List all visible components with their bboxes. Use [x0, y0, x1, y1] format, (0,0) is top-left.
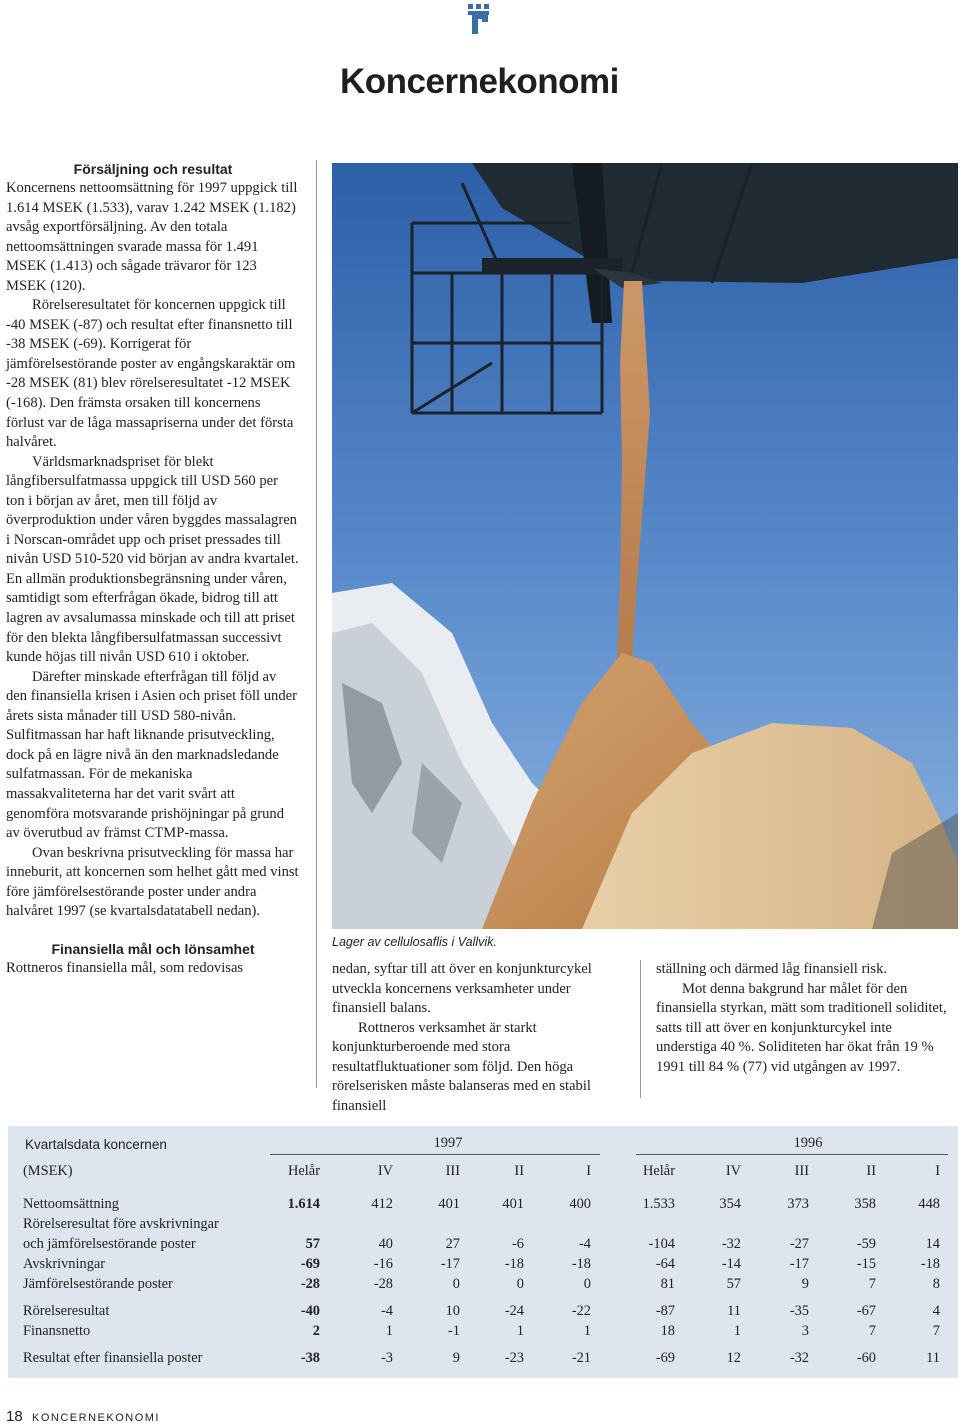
table-cell: 373: [787, 1196, 809, 1212]
table-cell: 7: [932, 1323, 940, 1339]
table-cell: 8: [932, 1276, 940, 1292]
row-label: Rörelseresultat: [23, 1303, 110, 1319]
paragraph: Ovan beskrivna prisutveckling för massa har inneburit, att koncernen som helhet gått med vinst före jämförelsestörande poster under andra halvåret 1997 (se kvartalsdatatabell nedan).: [6, 844, 299, 920]
table-cell: -35: [789, 1303, 809, 1319]
table-cell: 1: [583, 1323, 591, 1339]
row-label: Avskrivningar: [23, 1256, 106, 1272]
table-cell: -59: [856, 1236, 876, 1252]
table-cell: 0: [452, 1276, 460, 1292]
table-cell: -16: [373, 1256, 393, 1272]
table-cell: -104: [648, 1236, 675, 1252]
table-cell: -23: [504, 1350, 524, 1366]
paragraph: Därefter minskade efterfrågan till följd av den finansiella krisen i Asien och priset föll under årets sista månader till USD 580-nivån. Sulfitmassan har haft liknande prisutveckling, dock på en lägre nivå än den marknadsledande sulfatmassan. För de mekaniska massakvaliteterna har det varit svårt att genomföra motsvarande prishöjningar på grund av överutbud av främst CTMP-massa.: [6, 668, 297, 842]
table-cell: -1: [448, 1323, 460, 1339]
row-label: Nettoomsättning: [23, 1196, 119, 1212]
paragraph: Rottneros verksamhet är starkt konjunkturberoende med stora resultatfluktuationer som följd. Den höga rörelserisken måste balanseras med en stabil finansiell: [332, 1019, 591, 1114]
text-column-2: [332, 960, 622, 1116]
column-header: IV: [377, 1163, 393, 1179]
column-divider: [316, 160, 317, 1088]
paragraph: Mot denna bakgrund har målet för den finansiella styrkan, mätt som traditionell soliditet, satts till att över en konjunkturcykel inte understiga 40 %. Soliditeten har ökat från 19 % 1991 till 84 % (77) vid utgången av 1997.: [656, 980, 947, 1075]
table-cell: -67: [856, 1303, 876, 1319]
table-cell: -3: [381, 1350, 393, 1366]
quarterly-data-table: [8, 1126, 958, 1378]
table-cell: 2: [312, 1323, 320, 1339]
table-cell: 7: [868, 1276, 876, 1292]
table-cell: 400: [569, 1196, 591, 1212]
table-cell: -17: [789, 1256, 809, 1272]
table-cell: 11: [926, 1350, 940, 1366]
table-cell: -6: [512, 1236, 524, 1252]
table-row: [8, 1236, 958, 1256]
table-cell: 81: [660, 1276, 675, 1292]
table-cell: 57: [726, 1276, 741, 1292]
column-header: I: [586, 1163, 591, 1179]
paragraph: Rottneros finansiella mål, som redovisas: [6, 959, 244, 976]
text-column-1: [6, 160, 300, 978]
table-cell: -64: [655, 1256, 675, 1272]
unit-label: (MSEK): [23, 1163, 73, 1179]
table-cell: 9: [801, 1276, 809, 1292]
table-title-row: [8, 1135, 958, 1155]
table-cell: -32: [789, 1350, 809, 1366]
column-header: IV: [725, 1163, 741, 1179]
table-cell: -32: [721, 1236, 741, 1252]
photo-caption: Lager av cellulosaflis i Vallvik.: [332, 935, 497, 949]
table-cell: 1: [733, 1323, 741, 1339]
column-header: III: [794, 1163, 809, 1179]
table-cell: -21: [571, 1350, 591, 1366]
table-cell: 0: [583, 1276, 591, 1292]
table-cell: -14: [721, 1256, 741, 1272]
year-underline: [270, 1154, 600, 1155]
table-cell: -38: [300, 1350, 320, 1366]
row-label: Rörelseresultat före avskrivningar: [23, 1216, 219, 1232]
footer-label: KONCERNEKONOMI: [32, 1412, 160, 1424]
table-cell: 18: [660, 1323, 675, 1339]
table-cell: 1.614: [287, 1196, 320, 1212]
table-cell: 40: [378, 1236, 393, 1252]
paragraph: Koncernens nettoomsättning för 1997 uppgick till 1.614 MSEK (1.533), varav 1.242 MSEK (1.182) avsåg exportförsäljning. Av den totala nettoomsättningen svarade massa för 1.491 MSEK (1.413) och sågade trävaror för 123 MSEK (120).: [6, 180, 298, 294]
table-row: [8, 1350, 958, 1370]
row-label: Jämförelsestörande poster: [23, 1276, 173, 1292]
row-label: och jämförelsestörande poster: [23, 1236, 196, 1252]
table-cell: -24: [504, 1303, 524, 1319]
table-cell: -18: [920, 1256, 940, 1272]
table-cell: 1: [516, 1323, 524, 1339]
table-row: [8, 1256, 958, 1276]
table-cell: 1.533: [642, 1196, 675, 1212]
table-cell: 0: [516, 1276, 524, 1292]
table-cell: 401: [438, 1196, 460, 1212]
table-cell: 7: [868, 1323, 876, 1339]
rottneros-logo: [466, 4, 492, 34]
section-heading-sales: Försäljning och resultat: [73, 161, 233, 177]
table-cell: 9: [452, 1350, 460, 1366]
table-title: Kvartalsdata koncernen: [25, 1137, 167, 1152]
table-cell: 412: [371, 1196, 393, 1212]
table-cell: -87: [655, 1303, 675, 1319]
table-cell: -22: [571, 1303, 591, 1319]
year-header-1996: 1996: [793, 1135, 823, 1151]
row-label: Finansnetto: [23, 1323, 91, 1339]
page-title: Koncernekonomi: [340, 62, 619, 101]
section-heading-financial-goals: Finansiella mål och lönsamhet: [51, 940, 255, 957]
table-cell: 12: [726, 1350, 741, 1366]
table-row: [8, 1276, 958, 1296]
paragraph: ställning och därmed låg finansiell risk.: [656, 961, 888, 977]
page-number: 18: [6, 1408, 23, 1425]
table-cell: -17: [440, 1256, 460, 1272]
table-cell: 3: [801, 1323, 809, 1339]
table-cell: -28: [373, 1276, 393, 1292]
wood-chip-pile-photo: [332, 163, 958, 929]
table-cell: -18: [571, 1256, 591, 1272]
row-label: Resultat efter finansiella poster: [23, 1350, 203, 1366]
table-cell: -28: [300, 1276, 320, 1292]
table-header-row: [8, 1163, 958, 1183]
table-cell: 27: [445, 1236, 460, 1252]
table-row: [8, 1323, 958, 1343]
year-header-1997: 1997: [433, 1135, 463, 1151]
table-cell: -69: [300, 1256, 320, 1272]
column-header: II: [514, 1163, 524, 1179]
table-cell: -60: [856, 1350, 876, 1366]
table-row: [8, 1303, 958, 1323]
table-cell: -15: [856, 1256, 876, 1272]
table-cell: 1: [385, 1323, 393, 1339]
table-cell: -69: [655, 1350, 675, 1366]
year-underline: [636, 1154, 948, 1155]
table-row: [8, 1216, 958, 1236]
table-cell: 14: [925, 1236, 940, 1252]
table-cell: 4: [932, 1303, 940, 1319]
table-cell: 448: [918, 1196, 940, 1212]
column-header: II: [866, 1163, 876, 1179]
table-cell: 358: [854, 1196, 876, 1212]
table-cell: 354: [719, 1196, 741, 1212]
table-cell: 11: [727, 1303, 741, 1319]
table-cell: -18: [504, 1256, 524, 1272]
table-cell: 10: [445, 1303, 460, 1319]
column-divider: [640, 960, 641, 1098]
column-header: III: [445, 1163, 460, 1179]
table-cell: -40: [300, 1303, 320, 1319]
table-cell: -4: [579, 1236, 591, 1252]
table-row: [8, 1196, 958, 1216]
text-column-3: [656, 960, 956, 1077]
paragraph: nedan, syftar till att över en konjunkturcykel utveckla koncernens verksamheter under finansiell balans.: [332, 961, 592, 1017]
paragraph: Rörelseresultatet för koncernen uppgick till -40 MSEK (-87) och resultat efter finansnetto till -38 MSEK (-69). Korrigerat för jämförelsestörande poster av engångskaraktär om -28 MSEK (81) blev rörelseresultatet -12 MSEK (-168). Den främsta orsaken till koncernens förlust var de låga massapriserna under det första halvåret.: [6, 297, 296, 451]
column-header: I: [935, 1163, 940, 1179]
column-header: Helår: [288, 1163, 320, 1179]
table-cell: 401: [502, 1196, 524, 1212]
paragraph: Världsmarknadspriset för blekt långfibersulfatmassa uppgick till USD 560 per ton i början av året, men till följd av överproduktion under våren byggdes massalagren i Norscan-området upp och priset pressades till nivån USD 510-520 vid början av andra kvartalet. En allmän produktionsbegränsning under våren, samtidigt som efterfrågan ökade, bidrog till att lagren av avsalumassa minskade och till att priset för den blekta långfibersulfatmassan successivt kunde höjas till nivån USD 610 i oktober.: [6, 453, 299, 666]
table-cell: -27: [789, 1236, 809, 1252]
page-footer: [6, 1408, 160, 1425]
table-cell: -4: [381, 1303, 393, 1319]
table-cell: 57: [305, 1236, 320, 1252]
column-header: Helår: [643, 1163, 675, 1179]
